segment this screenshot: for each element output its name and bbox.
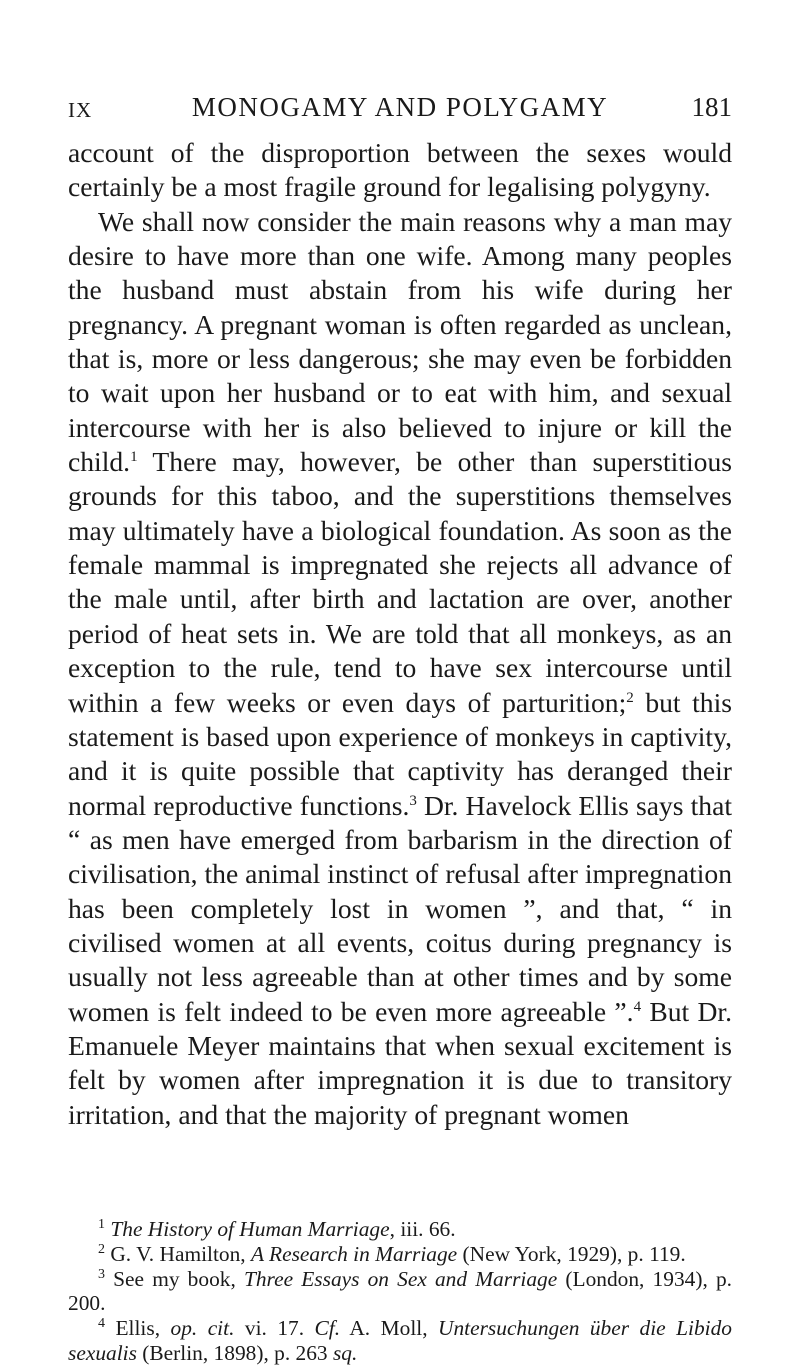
footnote-ref-3: 3: [409, 792, 417, 809]
footnote-1: $^1$ The History of Human Marriage, iii. 66.: [98, 1216, 456, 1241]
footnote-4: $^4$ Ellis, op. cit. vi. 17. Cf. A. Moll, Untersuchungen über die Libido sexualis (Berlin, 1898), p. 263 sq.: [68, 1316, 732, 1365]
paragraph: We shall now consider the main reasons why a man may desire to have more than one wife. Among many peoples the husband must abstain from his wife during her pregnancy. A pregnant woman is often regarded as unclean, that is, more or less dangerous; she may even be forbidden to wait upon her husband or to eat with him, and sexual intercourse with her is also believed to injure or kill the child.$^1$ There may, however, be other than superstitious grounds for this taboo, and the superstitions themselves may ultimately have a biological foundation. As soon as the female mammal is impregnated she rejects all advance of the male until, after birth and lactation are over, another period of heat sets in. We are told that all monkeys, as an exception to the rule, tend to have sex intercourse until within a few weeks or even days of parturition;$^2$ but this statement is based upon experience of monkeys in captivity, and it is quite possible that captivity has deranged their normal reproductive functions.$^3$ Dr. Havelock Ellis says that “ as men have emerged from barbarism in the direction of civilisation, the animal instinct of refusal after impregnation has been completely lost in women ”, and that, “ in civilised women at all events, coitus during pregnancy is usually not less agreeable than at other times and by some women is felt indeed to be even more agreeable ”.$^4$ But Dr. Emanuele Meyer maintains that when sexual excitement is felt by women after impregnation it is due to transitory irritation, and that the majority of pregnant women: [68, 205, 732, 1130]
running-title: MONOGAMY AND POLYGAMY: [191, 92, 609, 122]
paragraph-continued: account of the disproportion between the sexes would certainly be a most fragile ground for legalising polygyny.: [68, 137, 732, 203]
footnote-2: $^2$ G. V. Hamilton, A Research in Marriage (New York, 1929), p. 119.: [98, 1241, 686, 1266]
footnotes: [68, 1217, 732, 1366]
running-header: [68, 92, 732, 132]
page-number: 181: [691, 92, 732, 122]
footnote-3: $^3$ See my book, Three Essays on Sex and Marriage (London, 1934), p. 200.: [68, 1266, 733, 1316]
footnote-ref-1: 1: [130, 448, 138, 465]
footnote-ref-2: 2: [626, 689, 634, 706]
footnote-ref-4: 4: [633, 998, 642, 1015]
body-text: [68, 136, 732, 1132]
chapter-number: IX: [68, 98, 93, 122]
